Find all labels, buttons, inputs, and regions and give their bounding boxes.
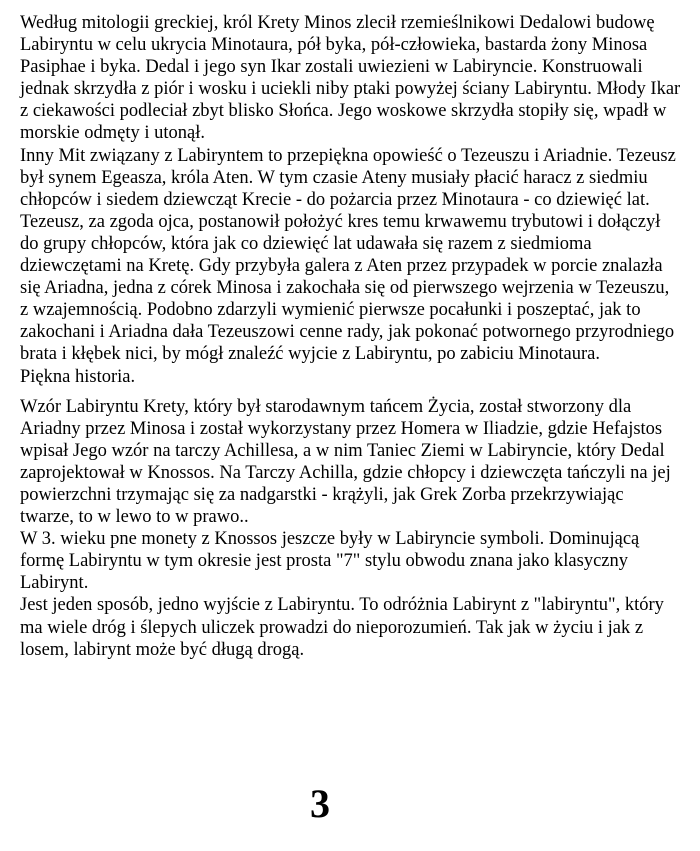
paragraph-labyrinth-pattern: Wzór Labiryntu Krety, który był starodawnym tańcem Życia, został stworzony dla Ariadny przez Minosa i został wykorzystany przez Homera w Iliadzie, gdzie Hefajstos wpisał Jego wzór na tarczy Achillesa, a w nim Taniec Ziemi w Labiryncie, który Dedal zaprojektował w Knossos. Na Tarczy Achilla, gdzie chłopcy i dziewczęta tańczyli na jej powierzchni trzymając się za nadgarstki - krążyli, jak Grek Zorba przekrzywiając twarze, to w lewo to w prawo.. W 3. wieku pne monety z Knossos jeszcze były w Labiryncie symboli. Dominującą formę Labiryntu w tym okresie jest prosta "7" stylu obwodu znana jako klasyczny Labirynt. Jest jeden sposób, jedno wyjście z Labiryntu. To odróżnia Labirynt z "labiryntu", który ma wiele dróg i ślepych uliczek prowadzi do nieporozumień. Tak jak w życiu i jak z losem, labirynt może być długą drogą.: [20, 396, 671, 660]
document-body: [20, 12, 682, 661]
paragraph-myths: Według mitologii greckiej, król Krety Minos zlecił rzemieślnikowi Dedalowi budowę Labiryntu w celu ukrycia Minotaura, pół byka, pół-człowieka, bastarda żony Minosa Pasiphae i byka. Dedal i jego syn Ikar zostali uwiezieni w Labiryncie. Konstruowali jednak skrzydła z piór i wosku i uciekli niby ptaki powyżej ściany Labiryntu. Młody Ikar z ciekawości podleciał zbyt blisko Słońca. Jego woskowe skrzydła stopiły się, wpadł w morskie odmęty i utonął. Inny Mit związany z Labiryntem to przepiękna opowieść o Tezeuszu i Ariadnie. Tezeusz był synem Egeasza, króla Aten. W tym czasie Ateny musiały płacić haracz z siedmiu chłopców i siedem dziewcząt Krecie - do pożarcia przez Minotaura - co dziewięć lat. Tezeusz, za zgoda ojca, postanowił położyć kres temu krwawemu trybutowi i dołączył do grupy chłopców, która jak co dziewięć lat udawała się razem z siedmioma dziewczętami na Kretę. Gdy przybyła galera z Aten przez przypadek w porcie znalazła się Ariadna, jedna z córek Minosa i zakochała się od pierwszego wejrzenia w Tezeuszu, z wzajemnością. Podobno zdarzyli wymienić pierwsze pocałunki i poszeptać, jak to zakochani i Ariadna dała Tezeuszowi cenne rady, jak pokonać potwornego przyrodniego brata i kłębek nici, by mógł znaleźć wyjcie z Labiryntu, po zabiciu Minotaura. Piękna historia.: [20, 13, 681, 387]
page-number: 3: [310, 781, 330, 826]
